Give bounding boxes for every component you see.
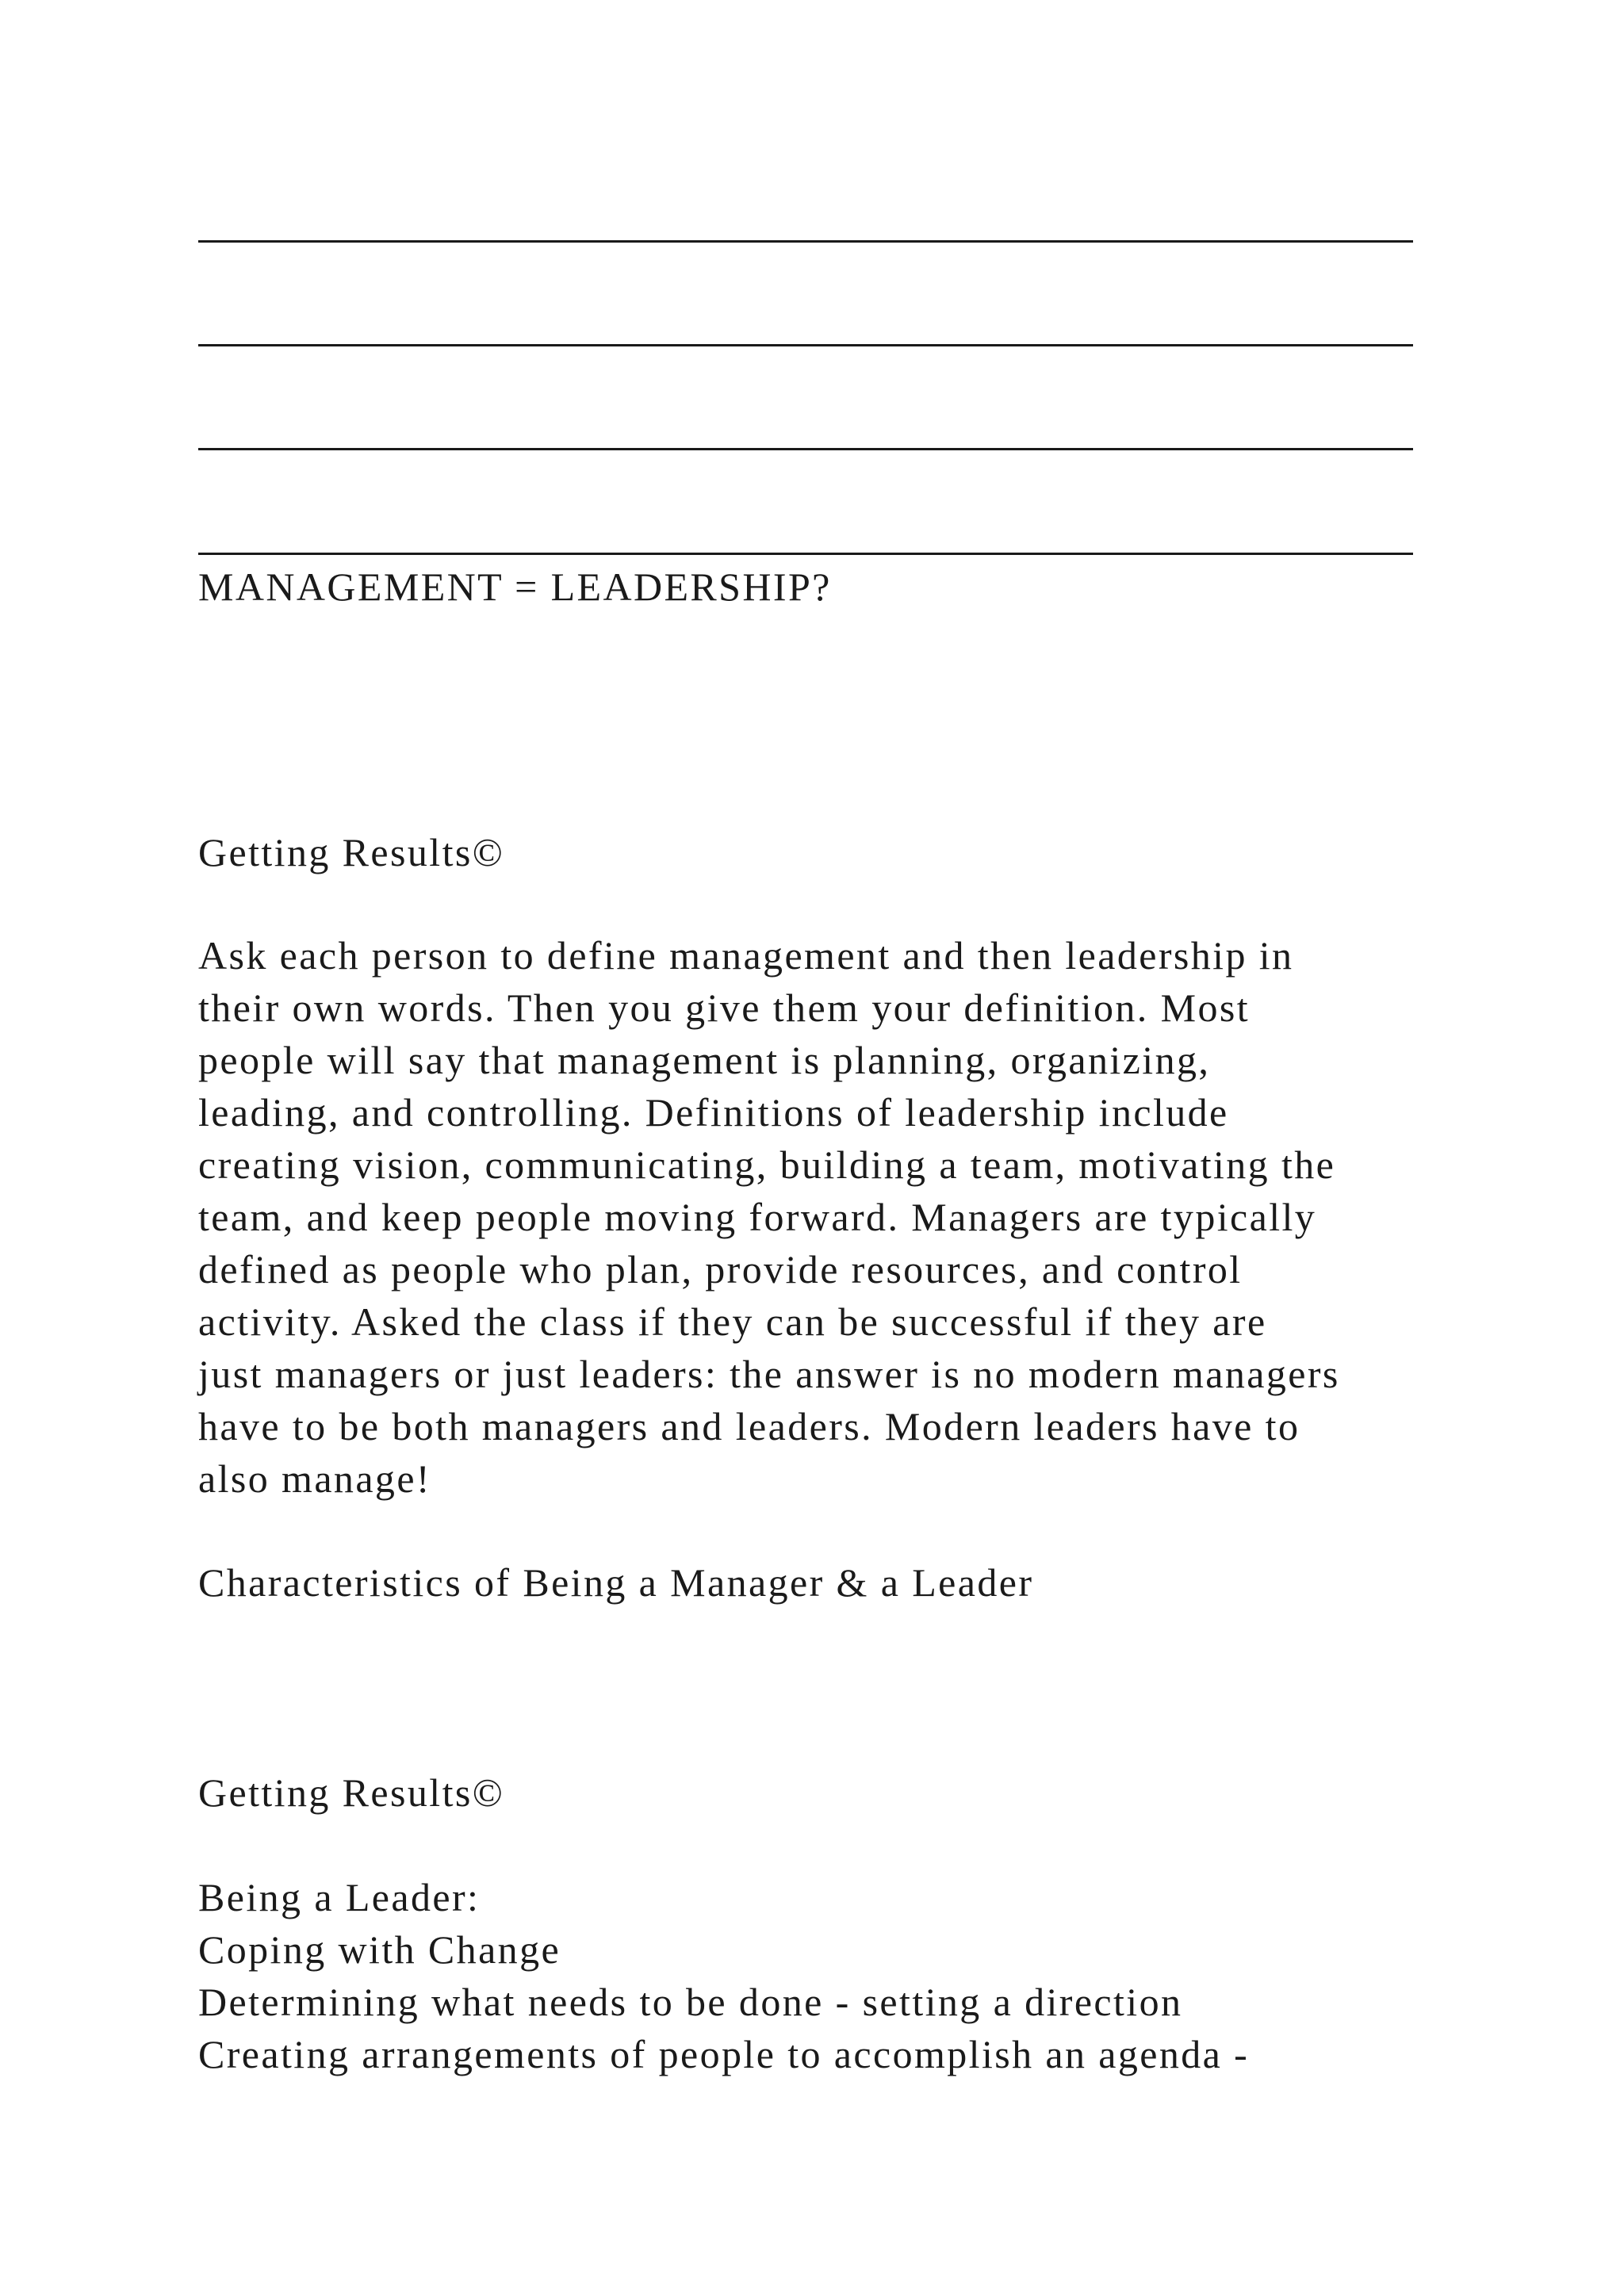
paragraph-line: team, and keep people moving forward. Managers are typically xyxy=(198,1195,1317,1239)
paragraph-line: activity. Asked the class if they can be successful if they are xyxy=(198,1299,1267,1344)
paragraph-line: Ask each person to define management and then leadership in xyxy=(198,933,1294,978)
blank-answer-line-3 xyxy=(198,448,1413,450)
paragraph-line: people will say that management is planning, organizing, xyxy=(198,1038,1211,1082)
section-label: Getting Results© xyxy=(198,1770,505,1815)
page-heading: MANAGEMENT = LEADERSHIP? xyxy=(198,564,832,609)
blank-answer-line-1 xyxy=(198,240,1413,243)
paragraph-line: just managers or just leaders: the answer is no modern managers xyxy=(198,1352,1340,1396)
list-item: Being a Leader: xyxy=(198,1875,481,1919)
list-item: Determining what needs to be done - setting a direction xyxy=(198,1980,1183,2024)
paragraph-line: their own words. Then you give them your definition. Most xyxy=(198,985,1251,1030)
section-label: Getting Results© xyxy=(198,830,505,874)
paragraph-line: defined as people who plan, provide resources, and control xyxy=(198,1247,1243,1292)
blank-answer-line-4 xyxy=(198,553,1413,555)
blank-answer-line-2 xyxy=(198,344,1413,346)
section-subheading: Characteristics of Being a Manager & a Leader xyxy=(198,1560,1034,1605)
paragraph-line: creating vision, communicating, building a team, motivating the xyxy=(198,1142,1336,1187)
list-item: Coping with Change xyxy=(198,1927,561,1972)
list-item: Creating arrangements of people to accomplish an agenda - xyxy=(198,2032,1250,2076)
paragraph-line: leading, and controlling. Definitions of leadership include xyxy=(198,1090,1229,1135)
paragraph-line: also manage! xyxy=(198,1456,431,1501)
paragraph-line: have to be both managers and leaders. Modern leaders have to xyxy=(198,1404,1300,1448)
